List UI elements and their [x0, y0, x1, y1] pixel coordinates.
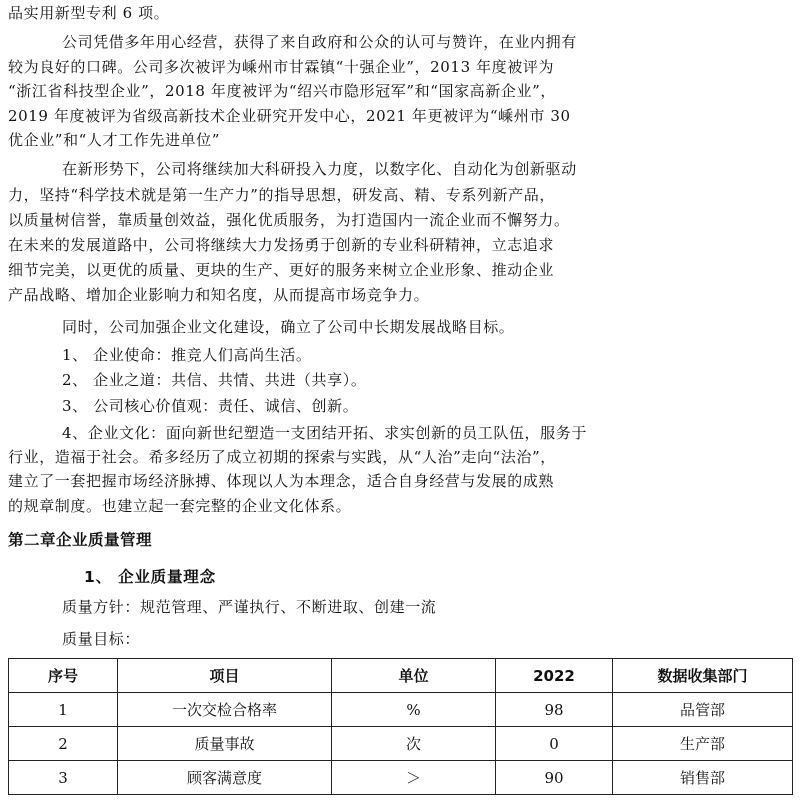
- header-item: 项目: [118, 659, 332, 693]
- header-department: 数据收集部门: [613, 659, 793, 693]
- table-header-row: [9, 659, 793, 693]
- paragraph-line: 品实用新型专利 6 项。: [8, 4, 170, 22]
- header-unit: 单位: [332, 659, 496, 693]
- cell-value: 90: [496, 761, 613, 795]
- cell-value: 98: [496, 693, 613, 727]
- quality-target-label: 质量目标：: [62, 630, 141, 648]
- section-heading: 1、 企业质量理念: [84, 568, 216, 586]
- paragraph-line: 4、企业文化：面向新世纪塑造一支团结开拓、求实创新的员工队伍，服务于: [62, 424, 587, 442]
- paragraph-line: 在新形势下，公司将继续加大科研投入力度，以数字化、自动化为创新驱动: [62, 160, 577, 178]
- cell-index: 1: [9, 693, 118, 727]
- cell-unit: ＞: [332, 761, 496, 795]
- quality-policy: 质量方针：规范管理、严谨执行、不断进取、创建一流: [62, 598, 437, 616]
- cell-index: 2: [9, 727, 118, 761]
- cell-value: 0: [496, 727, 613, 761]
- paragraph-line: 产品战略、增加企业影响力和知名度，从而提高市场竞争力。: [8, 286, 430, 304]
- cell-unit: %: [332, 693, 496, 727]
- table-row: [9, 693, 793, 727]
- paragraph-line: 力，坚持“科学技术就是第一生产力”的指导思想，研发高、精、专系列新产品，: [8, 186, 555, 204]
- cell-item: 顾客满意度: [118, 761, 332, 795]
- paragraph-line: 2019 年度被评为省级高新技术企业研究开发中心，2021 年更被评为“嵊州市 30: [8, 107, 571, 125]
- quality-target-table: [8, 658, 793, 795]
- paragraph-line: “浙江省科技型企业”，2018 年度被评为“绍兴市隐形冠军”和“国家高新企业”，: [8, 82, 556, 100]
- chapter-heading: 第二章企业质量管理: [8, 531, 153, 549]
- cell-department: 生产部: [613, 727, 793, 761]
- paragraph-line: 较为良好的口碑。公司多次被评为嵊州市甘霖镇“十强企业”，2013 年度被评为: [8, 58, 555, 76]
- paragraph-line: 同时，公司加强企业文化建设，确立了公司中长期发展战略目标。: [62, 318, 515, 336]
- paragraph-line: 2、 企业之道：共信、共情、共进（共享）。: [62, 371, 367, 389]
- paragraph-line: 3、 公司核心价值观：责任、诚信、创新。: [62, 397, 359, 415]
- header-index: 序号: [9, 659, 118, 693]
- cell-department: 品管部: [613, 693, 793, 727]
- paragraph-line: 以质量树信誉，靠质量创效益，强化优质服务，为打造国内一流企业而不懈努力。: [8, 211, 570, 229]
- paragraph-line: 在未来的发展道路中，公司将继续大力发扬勇于创新的专业科研精神，立志追求: [8, 236, 555, 254]
- paragraph-line: 1、 企业使命：推竞人们高尚生活。: [62, 346, 312, 364]
- paragraph-line: 细节完美，以更优的质量、更块的生产、更好的服务来树立企业形象、推动企业: [8, 261, 555, 279]
- header-year: 2022: [496, 659, 613, 693]
- cell-item: 质量事故: [118, 727, 332, 761]
- paragraph-line: 的规章制度。也建立起一套完整的企业文化体系。: [8, 497, 352, 515]
- cell-department: 销售部: [613, 761, 793, 795]
- cell-item: 一次交检合格率: [118, 693, 332, 727]
- paragraph-line: 行业，造福于社会。希多经历了成立初期的探索与实践，从“人治”走向“法治”，: [8, 448, 556, 466]
- table-row: [9, 727, 793, 761]
- cell-index: 3: [9, 761, 118, 795]
- cell-unit: 次: [332, 727, 496, 761]
- paragraph-line: 优企业”和“人才工作先进单位”: [8, 131, 221, 149]
- paragraph-line: 建立了一套把握市场经济脉搏、体现以人为本理念，适合自身经营与发展的成熟: [8, 472, 555, 490]
- paragraph-line: 公司凭借多年用心经营，获得了来自政府和公众的认可与赞许，在业内拥有: [62, 33, 577, 51]
- table-row: [9, 761, 793, 795]
